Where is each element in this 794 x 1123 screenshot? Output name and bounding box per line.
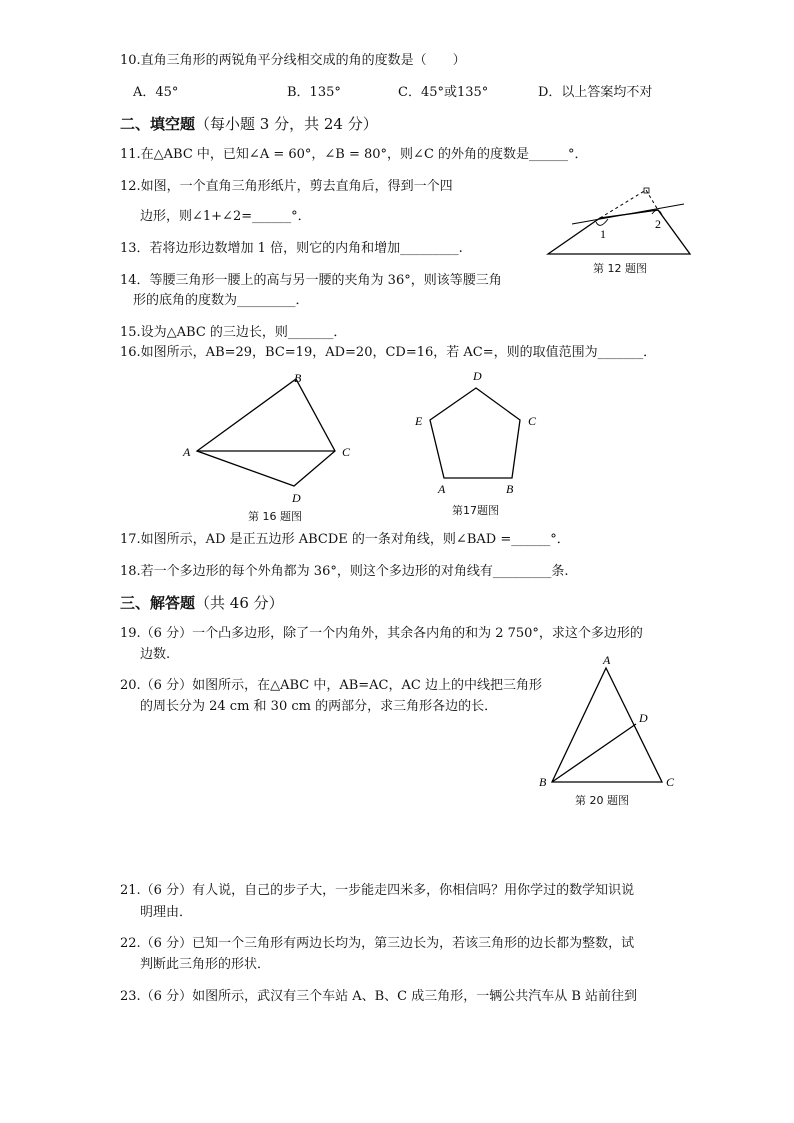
figure-12: [540, 182, 700, 262]
question-13: 13．若将边形边数增加 1 倍，则它的内角和增加_________.: [120, 241, 463, 256]
figure-16-label-b: B: [294, 371, 302, 385]
figure-17-label-d: D: [473, 369, 482, 383]
section-2-heading: [120, 115, 378, 135]
question-10-option-c: C．45°或135°: [398, 85, 489, 100]
figure-12-caption: 第 12 题图: [593, 262, 647, 275]
figure-16-label-c: C: [342, 445, 351, 459]
figure-17-label-a: A: [438, 482, 446, 496]
question-22-line2: 判断此三角形的形状．: [140, 957, 271, 972]
question-11: 11.在△ABC 中，已知∠A = 60°，∠B = 80°，则∠C 的外角的度数是______°．: [120, 147, 588, 162]
figure-16-label-a: A: [183, 445, 191, 459]
section-2-note: （每小题 3 分，共 24 分）: [195, 115, 378, 133]
figure-12-quadrilateral: [548, 210, 690, 254]
question-19-line1: 19.（6 分）一个凸多边形，除了一个内角外，其余各内角的和为 2 750°，求这个多边形的: [120, 626, 643, 641]
figure-16-caption: 第 16 题图: [248, 510, 302, 523]
figure-20-caption: 第 20 题图: [575, 794, 629, 807]
figure-17-label-b: B: [506, 482, 514, 496]
question-10-stem: 10.直角三角形的两锐角平分线相交成的角的度数是（ ）: [120, 53, 466, 68]
figure-20-label-b: B: [539, 775, 547, 789]
figure-17-label-c: C: [528, 414, 537, 428]
question-15: 15.设为△ABC 的三边长，则_______．: [120, 325, 347, 340]
figure-20-label-c: C: [666, 775, 675, 789]
figure-17-caption: 第17题图: [452, 504, 499, 517]
question-10-option-d: D．以上答案均不对: [538, 85, 653, 100]
figure-12-label-1: 1: [600, 227, 606, 241]
question-12-line2: 边形，则∠1+∠2=______°．: [140, 209, 311, 224]
question-17: 17.如图所示，AD 是正五边形 ABCDE 的一条对角线，则∠BAD =______°．: [120, 532, 570, 547]
figure-20-median-bd: [552, 724, 636, 782]
figure-20-label-d: D: [639, 711, 648, 725]
question-14-line1: 14．等腰三角形一腰上的高与另一腰的夹角为 36°，则该等腰三角: [120, 273, 502, 288]
question-22-line1: 22.（6 分）已知一个三角形有两边长均为，第三边长为，若该三角形的边长都为整数，试: [120, 936, 635, 951]
figure-12-cut-line: [572, 204, 684, 224]
section-2-title: 二、填空题: [120, 115, 196, 133]
section-3-note: （共 46 分）: [195, 594, 284, 612]
question-10-option-a: A．45°: [133, 85, 179, 100]
question-12-line1: 12.如图，一个直角三角形纸片，剪去直角后，得到一个四: [120, 179, 453, 194]
section-3-heading: [120, 594, 284, 614]
figure-17-pentagon: [430, 388, 520, 478]
question-20-line1: 20.（6 分）如图所示，在△ABC 中，AB=AC，AC 边上的中线把三角形: [120, 678, 542, 693]
section-3-title: 三、解答题: [120, 594, 196, 612]
figure-16: [180, 370, 360, 510]
question-23-line1: 23.（6 分）如图所示，武汉有三个车站 A、B、C 成三角形，一辆公共汽车从 B 站前往到: [120, 989, 638, 1004]
figure-20-triangle: [552, 668, 662, 782]
figure-17-label-e: E: [415, 414, 423, 428]
question-19-line2: 边数.: [140, 647, 171, 662]
figure-12-label-2: 2: [655, 217, 661, 231]
question-16-stem: 16.如图所示，AB=29，BC=19，AD=20，CD=16，若 AC=，则的取值范围为_______．: [120, 345, 657, 360]
question-21-line1: 21.（6 分）有人说，自己的步子大，一步能走四米多，你相信吗？用你学过的数学知识说: [120, 883, 635, 898]
figure-17: [410, 370, 550, 500]
question-18: 18.若一个多边形的每个外角都为 36°，则这个多边形的对角线有_________条.: [120, 564, 569, 579]
figure-16-label-d: D: [292, 491, 301, 505]
question-10-option-b: B．135°: [287, 85, 341, 100]
question-21-line2: 明理由．: [140, 905, 193, 920]
figure-20: [536, 652, 686, 792]
question-20-line2: 的周长分为 24 cm 和 30 cm 的两部分，求三角形各边的长．: [140, 699, 498, 714]
figure-16-quadrilateral: [197, 379, 335, 486]
question-14-line2: 形的底角的度数为_________．: [133, 293, 309, 308]
figure-20-label-a: A: [603, 653, 611, 667]
